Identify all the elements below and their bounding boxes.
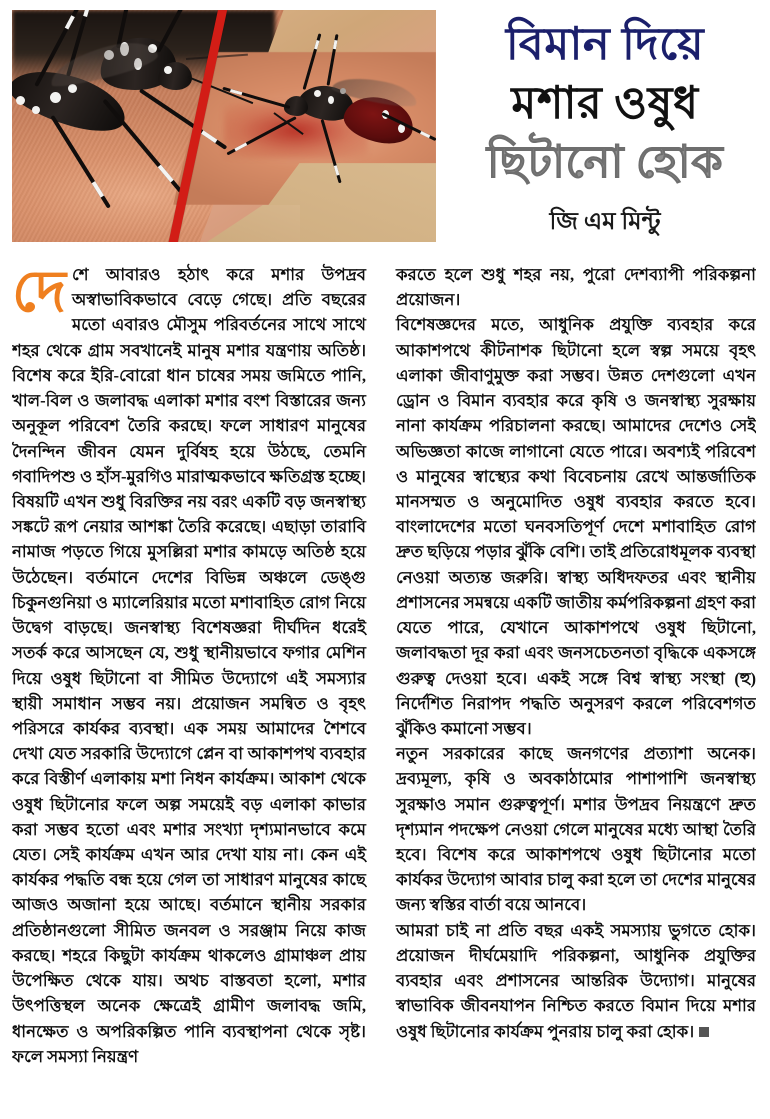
mosquito-left-spot bbox=[32, 106, 40, 114]
mosquito-left-spot bbox=[68, 84, 77, 93]
right-column-paragraph-2: বিশেষজ্ঞদের মতে, আধুনিক প্রযুক্তি ব্যবহার করে আকাশপথে কীটনাশক ছিটানো হলে স্বল্প সময়ে বৃহৎ এলাকা জীবাণুমুক্ত করা সম্ভব। উন্নত দেশগুলো এখন ড্রোন ও বিমান ব্যবহার করে কৃষি ও জনস্বাস্থ্য সুরক্ষায় নানা কার্যক্রম পরিচালনা করছে। আমাদের দেশেও সেই অভিজ্ঞতা কাজে লাগানো যেতে পারে। অবশ্যই পরিবেশ ও মানুষের স্বাস্থ্যের কথা বিবেচনায় রেখে আন্তর্জাতিক মানসম্মত ও অনুমোদিত ওষুধ ব্যবহার করতে হবে। বাংলাদেশের মতো ঘনবসতিপূর্ণ দেশে মশাবাহিত রোগ দ্রুত ছড়িয়ে পড়ার ঝুঁকি বেশি। তাই প্রতিরোধমূলক ব্যবস্থা নেওয়া অত্যন্ত জরুরি। স্বাস্থ্য অধিদফতর এবং স্থানীয় প্রশাসনের সমন্বয়ে একটি জাতীয় কর্মপরিকল্পনা গ্রহণ করা যেতে পারে, যেখানে আকাশপথে ওষুধ ছিটানো, জলাবদ্ধতা দূর করা এবং জনসচেতনতা বৃদ্ধিকে একসঙ্গে গুরুত্ব দেওয়া হবে। একই সঙ্গে বিশ্ব স্বাস্থ্য সংস্থা (হু) নির্দেশিত নিরাপদ পদ্ধতি অনুসরণ করলে পরিবেশগত ঝুঁকিও কমানো সম্ভব। bbox=[396, 315, 756, 738]
mosquito-photo-canvas bbox=[12, 10, 436, 242]
article-photo bbox=[12, 10, 436, 242]
article-column-right bbox=[392, 262, 756, 1119]
headline-line-1: বিমান দিয়ে bbox=[505, 19, 705, 69]
mosquito-left-head bbox=[158, 62, 192, 90]
left-column-paragraph bbox=[12, 262, 366, 1069]
mosquito-right-leg bbox=[321, 119, 342, 183]
right-column-paragraph-4-text: আমরা চাই না প্রতি বছর একই সমস্যায় ভুগতে হোক। প্রয়োজন দীর্ঘমেয়াদি পরিকল্পনা, আধুনিক প্রযুক্তির ব্যবহার এবং প্রশাসনের আন্তরিক উদ্যোগ। মানুষের স্বাভাবিক জীবনযাপন নিশ্চিত করতে বিমান দিয়ে মশার ওষুধ ছিটানোর কার্যক্রম পুনরায় চালু করা হোক। bbox=[396, 920, 756, 1041]
mosquito-left-leg bbox=[156, 10, 192, 53]
mosquito-left bbox=[12, 14, 218, 164]
article-body-columns bbox=[0, 258, 770, 1119]
left-column-text: শে আবারও হঠাৎ করে মশার উপদ্রব অস্বাভাবিকভাবে বেড়ে গেছে। প্রতি বছরের মতো এবারও মৌসুম পরিবর্তনের সাথে সাথে শহর থেকে গ্রাম সবখানেই মানুষ মশার যন্ত্রণায় অতিষ্ঠ। বিশেষ করে ইরি-বোরো ধান চাষের সময় জমিতে পানি, খাল-বিল ও জলাবদ্ধ এলাকা মশার বংশ বিস্তারের জন্য অনুকূল পরিবেশ তৈরি করছে। ফলে সাধারণ মানুষের দৈনন্দিন জীবন যেমন দুর্বিষহ হয়ে উঠছে, তেমনি গবাদিপশু ও হাঁস-মুরগিও মারাত্মকভাবে ক্ষতিগ্রস্ত হচ্ছে। বিষয়টি এখন শুধু বিরক্তির নয় বরং একটি বড় জনস্বাস্থ্য সঙ্কটে রূপ নেয়ার আশঙ্কা তৈরি করেছে। এছাড়া তারাবি নামাজ পড়তে গিয়ে মুসল্লিরা মশার কামড়ে অতিষ্ঠ হয়ে উঠেছেন। বর্তমানে দেশের বিভিন্ন অঞ্চলে ডেঙ্গু চিকুনগুনিয়া ও ম্যালেরিয়ার মতো মশাবাহিত রোগ নিয়ে উদ্বেগ বাড়ছে। জনস্বাস্থ্য বিশেষজ্ঞরা দীর্ঘদিন ধরেই সতর্ক করে আসছেন যে, শুধু স্থানীয়ভাবে ফগার মেশিন দিয়ে ওষুধ ছিটানো বা সীমিত উদ্যোগে এই সমস্যার স্থায়ী সমাধান সম্ভব নয়। প্রয়োজন সমন্বিত ও বৃহৎ পরিসরে কার্যকর ব্যবস্থা। এক সময় আমাদের শৈশবে দেখা যেত সরকারি উদ্যোগে প্লেন বা আকাশপথ ব্যবহার করে বিস্তীর্ণ এলাকায় মশা নিধন কার্যক্রম। আকাশ থেকে ওষুধ ছিটানোর ফলে অল্প সময়েই বড় এলাকা কাভার করা সম্ভব হতো এবং মশার সংখ্যা দৃশ্যমানভাবে কমে যেত। সেই কার্যক্রম এখন আর দেখা যায় না। কেন এই কার্যকর পদ্ধতি বন্ধ হয়ে গেল তা সাধারণ মানুষের কাছে আজও অজানা হয়ে আছে। বর্তমানে স্থানীয় সরকার প্রতিষ্ঠানগুলো সীমিত জনবল ও সরঞ্জাম নিয়ে কাজ করছে। শহরে কিছুটা কার্যক্রম থাকলেও গ্রামাঞ্চল প্রায় উপেক্ষিত থেকে যায়। অথচ বাস্তবতা হলো, মশার উৎপত্তিস্থল অনেক ক্ষেত্রেই গ্রামীণ জলাবদ্ধ জমি, ধানক্ষেত ও অপরিকল্পিত পানি ব্যবস্থাপনা থেকে সৃষ্ট। ফলে সমস্যা নিয়ন্ত্রণ bbox=[12, 265, 366, 1066]
headline-block bbox=[436, 10, 762, 243]
headline-line-3: ছিটানো হোক bbox=[486, 137, 724, 188]
article-byline: জি এম মিন্টু bbox=[549, 209, 661, 236]
right-column-paragraph-1: করতে হলে শুধু শহর নয়, পুরো দেশব্যাপী পরিকল্পনা প্রয়োজন। bbox=[396, 265, 756, 310]
headline-line-2: মশার ওষুধ bbox=[511, 78, 699, 129]
column-gutter bbox=[376, 262, 392, 1119]
end-of-article-mark bbox=[699, 1027, 709, 1037]
article-masthead bbox=[0, 0, 770, 258]
article-column-left bbox=[12, 262, 376, 1119]
mosquito-left-spot bbox=[164, 66, 172, 74]
right-column-paragraph-4 bbox=[396, 918, 756, 1044]
mosquito-left-spot bbox=[16, 96, 25, 105]
mosquito-right-spot bbox=[314, 90, 321, 97]
mosquito-left-leg bbox=[139, 88, 227, 149]
mosquito-right bbox=[270, 72, 430, 182]
drop-cap: দে bbox=[12, 262, 67, 324]
mosquito-right-spot bbox=[328, 96, 334, 104]
right-column-paragraph-3: নতুন সরকারের কাছে জনগণের প্রত্যাশা অনেক। দ্রব্যমূল্য, কৃষি ও অবকাঠামোর পাশাপাশি জনস্বাস্থ্য সুরক্ষাও সমান গুরুত্বপূর্ণ। মশার উপদ্রব নিয়ন্ত্রণে দ্রুত দৃশ্যমান পদক্ষেপ নেওয়া গেলে মানুষের মধ্যে আস্থা তৈরি হবে। বিশেষ করে আকাশপথে ওষুধ ছিটানোর মতো কার্যকর উদ্যোগ আবার চালু করা হলে তা দেশের মানুষের জন্য স্বস্তির বার্তা বয়ে আনবে। bbox=[396, 744, 756, 915]
mosquito-left-spot bbox=[50, 92, 61, 103]
